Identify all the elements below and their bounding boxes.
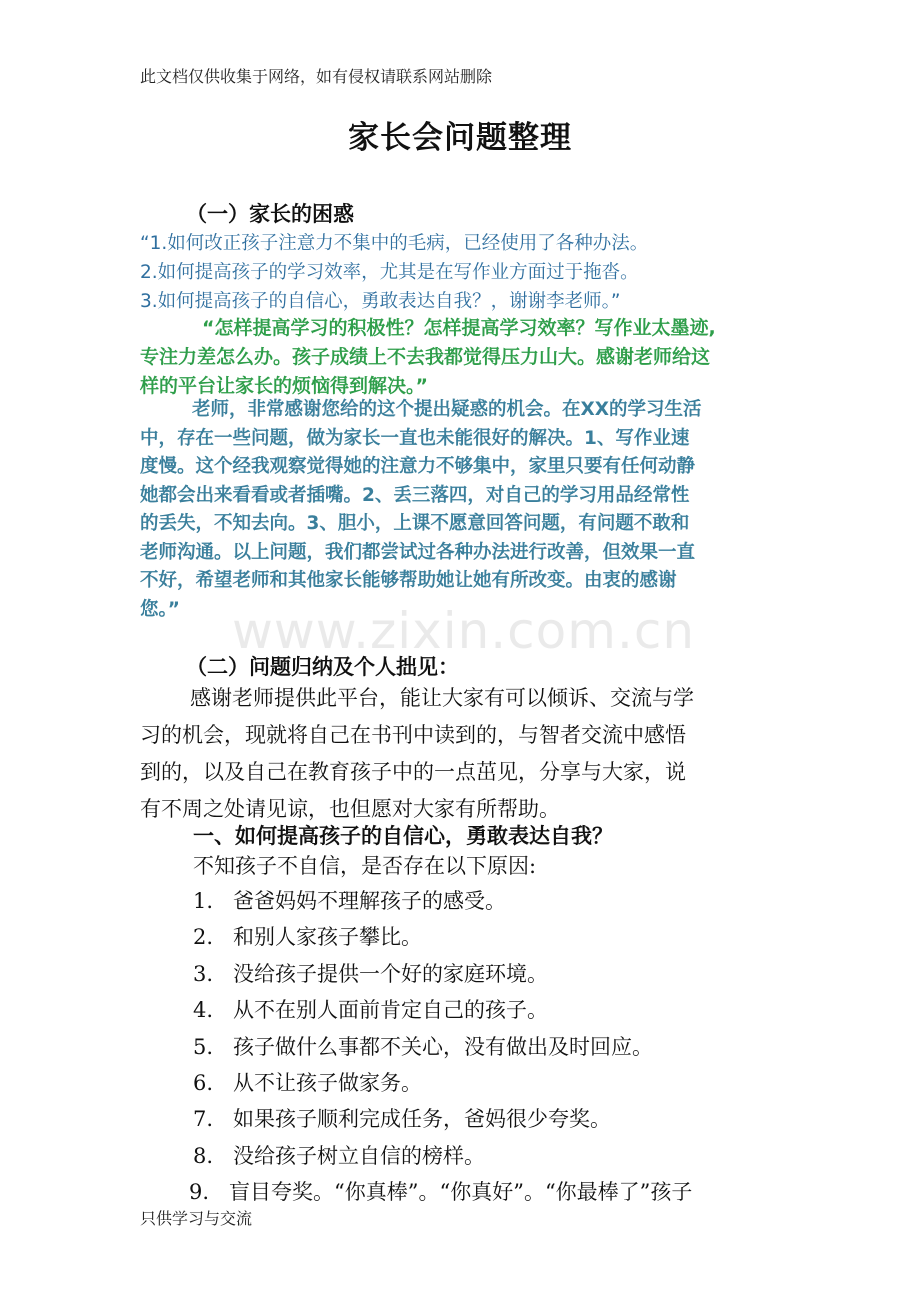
question-line: 的丢失，不知去向。3、胆小，上课不愿意回答问题，有问题不敢和	[140, 513, 690, 534]
intro-line: 有不周之处请见谅，也但愿对大家有所帮助。	[140, 797, 560, 821]
item-number: 6.	[193, 1071, 214, 1096]
document-title: 家长会问题整理	[348, 120, 572, 156]
question-line: 她都会出来看看或者插嘴。2、丢三落四，对自己的学习用品经常性	[140, 484, 690, 506]
parent-question-3	[140, 396, 790, 624]
causes-list	[189, 883, 793, 1211]
list-item	[193, 1138, 793, 1174]
item-text: 从不在别人面前肯定自己的孩子。	[233, 998, 548, 1023]
lead-line: 不知孩子不自信，是否存在以下原因:	[193, 854, 537, 878]
section2-heading: （二）问题归纳及个人拙见：	[186, 655, 459, 679]
question-line: “1.如何改正孩子注意力不集中的毛病，已经使用了各种办法。	[140, 233, 649, 254]
item-number: 5.	[193, 1034, 214, 1059]
intro-line: 感谢老师提供此平台，能让大家有可以倾诉、交流与学	[190, 686, 694, 710]
question-line: 您。”	[140, 598, 180, 620]
header-disclaimer: 此文档仅供收集于网络，如有侵权请联系网站删除	[140, 67, 493, 86]
list-item	[193, 919, 793, 955]
question-line: 中，存在一些问题，做为家长一直也未能很好的解决。1、写作业速	[140, 427, 690, 449]
item-text: 没给孩子提供一个好的家庭环境。	[233, 961, 548, 986]
section1-heading: （一）家长的困惑	[186, 202, 354, 226]
question-line: 3.如何提高孩子的自信心，勇敢表达自我？，谢谢李老师。”	[140, 291, 621, 312]
item-number: 8.	[193, 1143, 214, 1168]
question-line: 老师，非常感谢您给的这个提出疑惑的机会。在XX的学习生活	[192, 399, 702, 420]
list-item	[193, 992, 793, 1028]
item-number: 4.	[193, 998, 214, 1023]
item-text: 孩子做什么事都不关心，没有做出及时回应。	[233, 1034, 653, 1059]
item-number: 1.	[193, 889, 214, 913]
list-item	[193, 1065, 793, 1101]
item-number: 9.	[189, 1180, 210, 1205]
item-text: 从不让孩子做家务。	[233, 1071, 422, 1096]
question-line: 2.如何提高孩子的学习效率，尤其是在写作业方面过于拖沓。	[140, 262, 639, 283]
question-line: 专注力差怎么办。孩子成绩上不去我都觉得压力山大。感谢老师给这	[140, 346, 711, 368]
site-watermark: www.zixin.com.cn	[232, 602, 696, 660]
intro-line: 习的机会，现就将自己在书刊中读到的，与智者交流中感悟	[140, 723, 686, 747]
item-text: 盲目夸奖。“你真棒”。“你真好”。“你最棒了”孩子	[229, 1180, 693, 1205]
item-number: 7.	[193, 1107, 214, 1132]
subsection-heading: 一、如何提高孩子的自信心，勇敢表达自我？	[193, 824, 613, 848]
list-item	[193, 956, 793, 992]
causes-lead	[193, 848, 843, 885]
list-item	[193, 883, 793, 919]
footer-note: 只供学习与交流	[140, 1209, 253, 1228]
section2-intro	[140, 680, 790, 828]
question-line: “怎样提高学习的积极性？怎样提高学习效率？写作业太墨迹,	[202, 317, 716, 339]
item-text: 没给孩子树立自信的榜样。	[233, 1143, 485, 1168]
question-line: 老师沟通。以上问题，我们都尝试过各种办法进行改善，但效果一直	[140, 541, 696, 563]
list-item	[193, 1101, 793, 1137]
question-line: 不好，希望老师和其他家长能够帮助她让她有所改变。由衷的感谢	[140, 570, 677, 591]
parent-question-2	[140, 314, 790, 401]
item-text: 如果孩子顺利完成任务，爸妈很少夸奖。	[233, 1107, 611, 1132]
item-text: 爸爸妈妈不理解孩子的感受。	[233, 889, 506, 913]
item-text: 和别人家孩子攀比。	[233, 925, 422, 950]
list-item	[189, 1174, 793, 1210]
item-number: 2.	[193, 925, 214, 950]
parent-question-1	[140, 229, 790, 316]
intro-line: 到的，以及自己在教育孩子中的一点茁见，分享与大家，说	[140, 760, 686, 784]
question-line: 样的平台让家长的烦恼得到解决。”	[140, 375, 428, 397]
question-line: 度慢。这个经我观察觉得她的注意力不够集中，家里只要有任何动静	[140, 456, 696, 477]
item-number: 3.	[193, 961, 214, 986]
list-item	[193, 1029, 793, 1065]
